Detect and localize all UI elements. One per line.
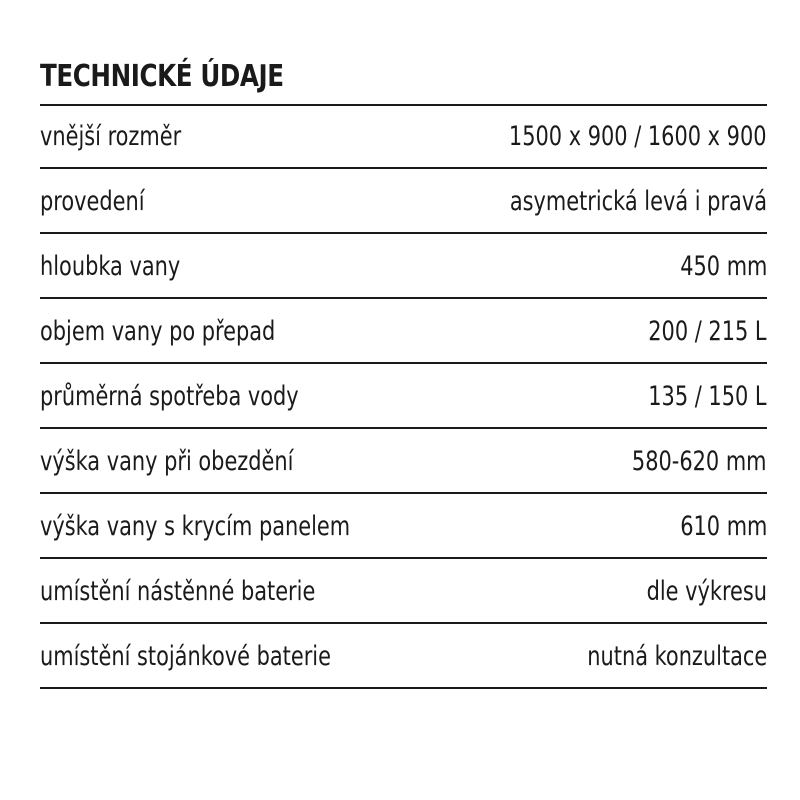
spec-label: objem vany po přepad bbox=[40, 316, 276, 347]
spec-value: 1500 x 900 / 1600 x 900 bbox=[509, 121, 767, 152]
specs-table bbox=[40, 106, 767, 689]
spec-value: 135 / 150 L bbox=[648, 381, 767, 412]
spec-label: průměrná spotřeba vody bbox=[40, 381, 299, 412]
spec-value: 200 / 215 L bbox=[648, 316, 767, 347]
spec-row-height-with-panel bbox=[40, 496, 767, 559]
spec-label: umístění stojánkové baterie bbox=[40, 641, 331, 672]
spec-label: hloubka vany bbox=[40, 251, 181, 282]
spec-label: provedení bbox=[40, 186, 145, 217]
spec-row-wall-mixer-placement bbox=[40, 561, 767, 624]
spec-label: výška vany s krycím panelem bbox=[40, 511, 351, 542]
spec-value: 450 mm bbox=[679, 251, 767, 282]
spec-label: umístění nástěnné baterie bbox=[40, 576, 316, 607]
specs-title: TECHNICKÉ ÚDAJE bbox=[40, 59, 284, 94]
spec-row-tub-depth bbox=[40, 236, 767, 299]
spec-label: vnější rozměr bbox=[40, 121, 182, 152]
spec-value: 580-620 mm bbox=[632, 446, 767, 477]
spec-row-volume-to-overflow bbox=[40, 301, 767, 364]
spec-value: asymetrická levá i pravá bbox=[509, 186, 767, 217]
spec-row-water-consumption bbox=[40, 366, 767, 429]
spec-value: 610 mm bbox=[679, 511, 767, 542]
technical-specs-sheet bbox=[40, 50, 767, 689]
spec-row-height-built-in bbox=[40, 431, 767, 494]
spec-value: dle výkresu bbox=[646, 576, 767, 607]
spec-row-design bbox=[40, 171, 767, 234]
spec-row-outer-dimension bbox=[40, 106, 767, 169]
spec-label: výška vany při obezdění bbox=[40, 446, 294, 477]
spec-value: nutná konzultace bbox=[587, 641, 767, 672]
spec-row-standing-mixer-placement bbox=[40, 626, 767, 689]
